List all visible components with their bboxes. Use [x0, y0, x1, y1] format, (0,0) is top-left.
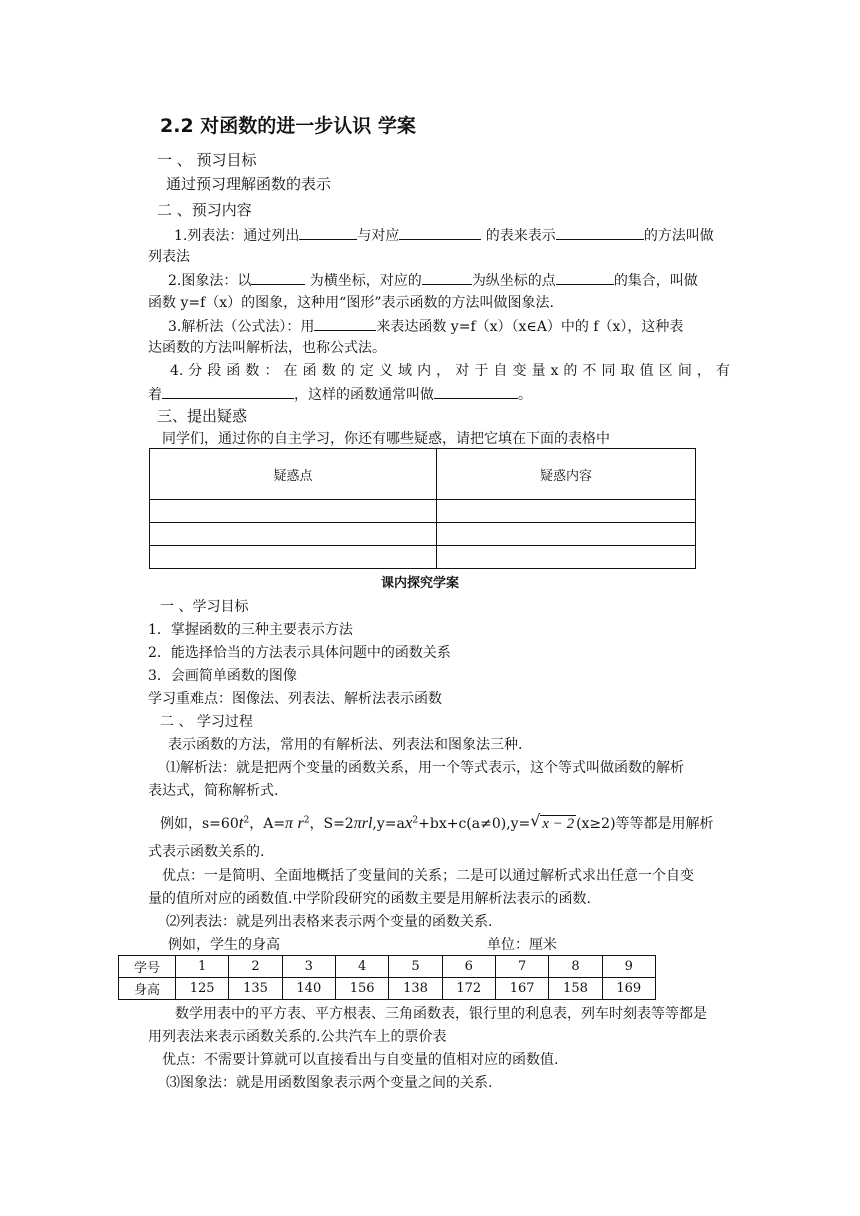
table-cell: 8	[549, 956, 602, 978]
preview-goals-text: 通过预习理解函数的表示	[166, 175, 332, 193]
learning-goal-item: 3．会画简单函数的图像	[148, 668, 297, 684]
table-cell: 4	[335, 956, 388, 978]
math-var: π	[285, 815, 294, 832]
text-run: (x≥2)等等都是用解析	[576, 816, 714, 832]
table-header-cell: 疑惑内容	[437, 449, 696, 500]
text-run: 的集合，叫做	[613, 273, 698, 289]
paragraph-list-method-cont: 列表法	[148, 249, 190, 265]
text-run: 为横坐标，对应的	[305, 273, 422, 289]
table-cell: 172	[442, 978, 495, 1000]
page-title: 2.2 对函数的进一步认识 学案	[160, 115, 416, 137]
math-var: x	[404, 813, 413, 832]
paragraph-piecewise-cont	[148, 384, 532, 405]
table-cell: 1	[176, 956, 229, 978]
math-var: πrl	[353, 815, 373, 832]
table-cell[interactable]	[437, 523, 696, 546]
inclass-heading: 课内探究学案	[381, 576, 460, 591]
text-run: 来表达函数 y=f（x）（x∈A）中的 f（x），这种表	[376, 319, 684, 335]
section-heading-preview-goals: 一 、 预习目标	[157, 151, 257, 169]
fill-blank[interactable]	[399, 225, 481, 240]
table-row	[150, 546, 696, 569]
text-run: 例如，s=60	[160, 816, 239, 832]
text-run: ,y=a	[372, 816, 405, 832]
table-cell[interactable]	[437, 546, 696, 569]
height-table-unit: 单位：厘米	[487, 937, 557, 953]
formula-examples-cont: 式表示函数关系的.	[148, 844, 265, 860]
methods-intro: 表示函数的方法，常用的有解析法、列表法和图象法三种.	[168, 737, 523, 753]
table-cell: 135	[229, 978, 282, 1000]
paragraph-formula-method-cont: 达函数的方法叫解析法，也称公式法。	[148, 340, 386, 356]
text-run: 2.图象法：以	[168, 273, 252, 289]
table-cell: 5	[389, 956, 442, 978]
table-cell[interactable]	[437, 500, 696, 523]
paragraph-list-method	[174, 225, 714, 246]
learning-process-heading: 二 、 学习过程	[160, 714, 253, 730]
text-run: 3.解析法（公式法）：用	[168, 319, 315, 335]
table-cell[interactable]	[150, 546, 437, 569]
key-points: 学习重难点：图像法、列表法、解析法表示函数	[148, 691, 442, 707]
formula-method-def: ⑴解析法：就是把两个变量的函数关系，用一个等式表示，这个等式叫做函数的解析	[166, 760, 684, 776]
text-run: 为纵坐标的点	[471, 273, 556, 289]
paragraph-graph-method	[168, 270, 698, 291]
text-run: 与对应	[357, 228, 400, 244]
fill-blank[interactable]	[556, 270, 614, 285]
sqrt-expression: √ x − 2	[530, 811, 575, 832]
table-row	[119, 978, 656, 1000]
text-run: 的方法叫做	[643, 228, 714, 244]
text-run: +bx+c(a≠0),y=	[418, 816, 531, 832]
math-var: t	[238, 813, 244, 832]
table-cell[interactable]	[150, 523, 437, 546]
table-cell[interactable]	[150, 500, 437, 523]
fill-blank[interactable]	[299, 225, 357, 240]
fill-blank[interactable]	[422, 270, 472, 285]
text-run: ，S=2	[309, 816, 354, 832]
table-cell: 140	[282, 978, 335, 1000]
superscript: 2	[303, 815, 310, 826]
fill-blank[interactable]	[314, 316, 376, 331]
table-header-row	[150, 449, 696, 500]
text-run: ，A=	[249, 816, 286, 832]
graph-method-def: ⑶图象法：就是用函数图象表示两个变量之间的关系.	[166, 1075, 493, 1091]
height-table-caption: 例如，学生的身高	[168, 937, 280, 953]
paragraph-formula-method	[168, 316, 683, 337]
fill-blank[interactable]	[434, 384, 518, 399]
table-cell: 9	[602, 956, 655, 978]
table-cell: 158	[549, 978, 602, 1000]
table-row	[119, 956, 656, 978]
math-var: r	[297, 815, 304, 832]
math-var: x − 2	[542, 816, 575, 832]
paragraph-graph-method-cont: 函数 y=f（x）的图象，这种用“图形”表示函数的方法叫做图象法.	[148, 295, 554, 311]
paragraph-piecewise: 4. 分 段 函 数 ： 在 函 数 的 定 义 域 内 ， 对 于 自 变 量 x 的 不 同 取 值 区 间 ， 有	[170, 363, 730, 379]
list-method-examples-cont: 用列表法来表示函数关系的.公共汽车上的票价表	[148, 1029, 447, 1045]
text-run: 着	[148, 387, 162, 403]
list-method-def: ⑵列表法：就是列出表格来表示两个变量的函数关系.	[166, 914, 493, 930]
table-header-cell: 疑惑点	[150, 449, 437, 500]
formula-advantage: 优点：一是简明、全面地概括了变量间的关系；二是可以通过解析式求出任意一个自变	[162, 868, 694, 884]
text-run: 的表来表示	[481, 228, 556, 244]
questions-instruction: 同学们，通过你的自主学习，你还有哪些疑惑，请把它填在下面的表格中	[162, 431, 610, 447]
height-table	[118, 955, 656, 1000]
table-cell: 3	[282, 956, 335, 978]
list-advantage: 优点：不需要计算就可以直接看出与自变量的值相对应的函数值.	[162, 1052, 559, 1068]
table-cell: 167	[495, 978, 548, 1000]
learning-goals-heading: 一 、学习目标	[160, 599, 249, 615]
table-cell: 125	[176, 978, 229, 1000]
table-cell: 7	[495, 956, 548, 978]
table-cell: 156	[335, 978, 388, 1000]
formula-examples	[160, 813, 714, 834]
table-cell: 169	[602, 978, 655, 1000]
fill-blank[interactable]	[162, 384, 294, 399]
table-row	[150, 500, 696, 523]
list-method-examples: 数学用表中的平方表、平方根表、三角函数表，银行里的利息表，列车时刻表等等都是	[175, 1006, 707, 1022]
fill-blank[interactable]	[556, 225, 644, 240]
table-cell: 6	[442, 956, 495, 978]
questions-table	[149, 448, 696, 569]
text-run: 。	[518, 387, 532, 403]
row-label: 学号	[119, 956, 176, 978]
fill-blank[interactable]	[251, 270, 305, 285]
superscript: 2	[243, 815, 250, 826]
row-label: 身高	[119, 978, 176, 1000]
text-run: ，这样的函数通常叫做	[294, 387, 434, 403]
formula-advantage-cont: 量的值所对应的函数值.中学阶段研究的函数主要是用解析法表示的函数.	[148, 891, 591, 907]
learning-goal-item: 1．掌握函数的三种主要表示方法	[148, 622, 353, 638]
section-heading-preview-content: 二 、预习内容	[157, 201, 252, 219]
table-cell: 138	[389, 978, 442, 1000]
section-heading-questions: 三、提出疑惑	[157, 407, 248, 425]
table-cell: 2	[229, 956, 282, 978]
formula-method-def-cont: 表达式，简称解析式.	[148, 783, 279, 799]
learning-goal-item: 2．能选择恰当的方法表示具体问题中的函数关系	[148, 645, 451, 661]
table-row	[150, 523, 696, 546]
text-run: 1.列表法：通过列出	[174, 228, 300, 244]
superscript: 2	[412, 815, 419, 826]
